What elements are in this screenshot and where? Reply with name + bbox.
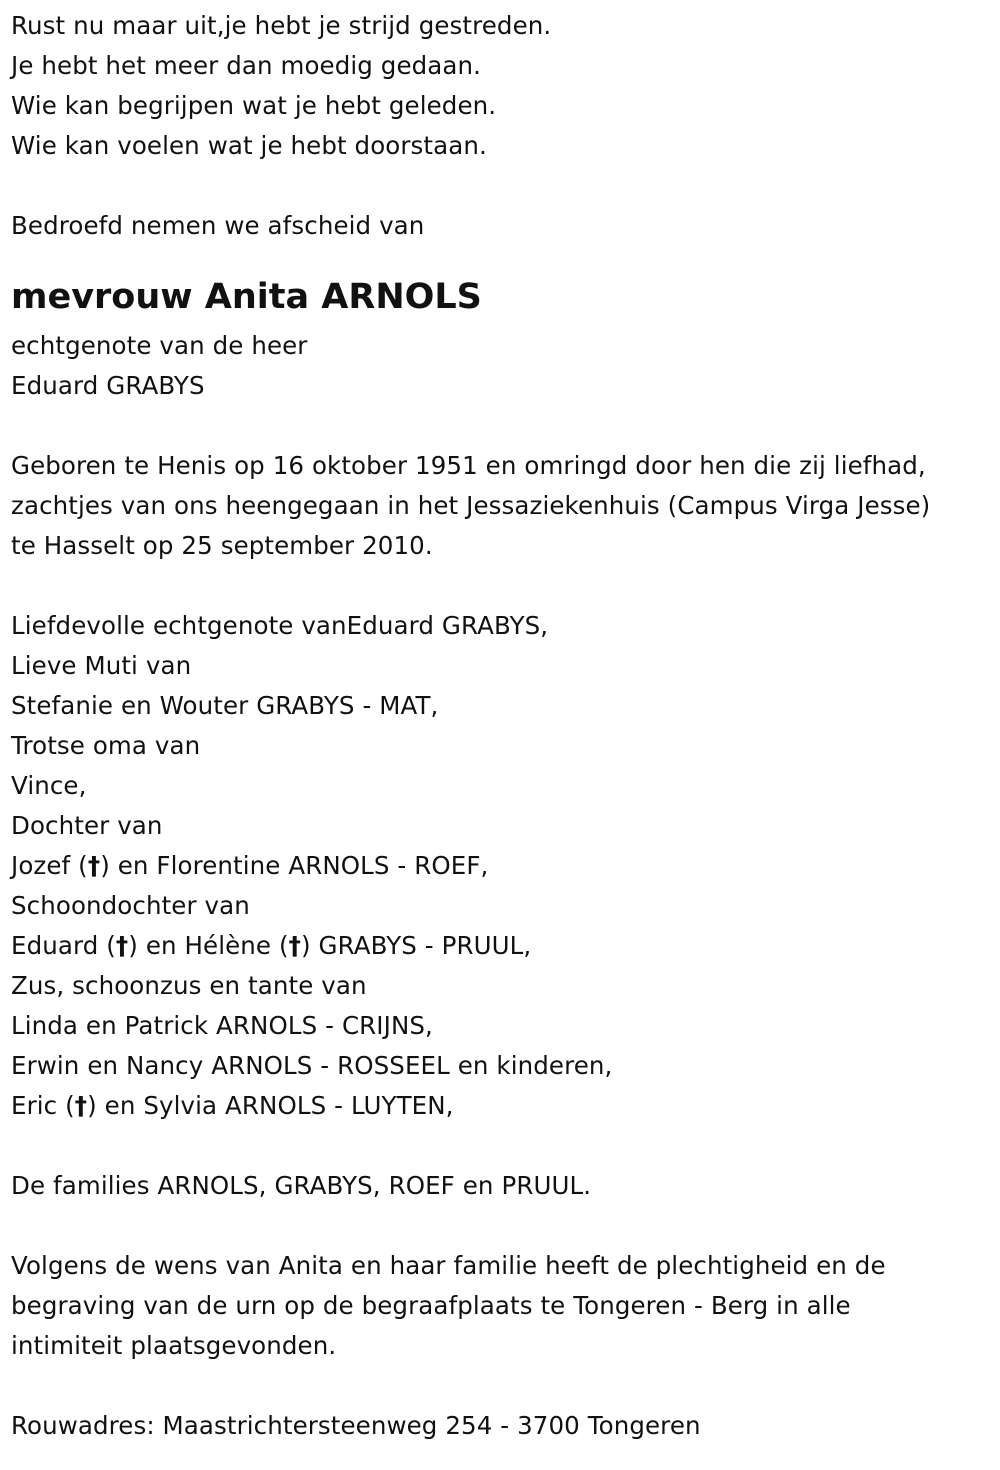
spacer [11, 1126, 996, 1166]
poem-line: Je hebt het meer dan moedig gedaan. [11, 51, 482, 80]
family-text: Jozef ( [11, 851, 88, 880]
family-line: Vince, [11, 771, 87, 800]
announcement [11, 446, 996, 566]
family-line: Stefanie en Wouter GRABYS - MAT, [11, 691, 439, 720]
mourning-address: Rouwadres: Maastrichtersteenweg 254 - 3700 Tongeren [11, 1411, 701, 1440]
spacer [11, 246, 996, 266]
intro-text: Bedroefd nemen we afscheid van [11, 211, 425, 240]
ceremony-line: Volgens de wens van Anita en haar familie heeft de plechtigheid en de [11, 1251, 886, 1280]
family-line: Trotse oma van [11, 731, 201, 760]
announcement-line: Geboren te Henis op 16 oktober 1951 en omringd door hen die zij liefhad, [11, 451, 926, 480]
family-line: Erwin en Nancy ARNOLS - ROSSEEL en kinderen, [11, 1051, 613, 1080]
spacer [11, 1206, 996, 1246]
family-line: Zus, schoonzus en tante van [11, 971, 367, 1000]
announcement-line: zachtjes van ons heengegaan in het Jessaziekenhuis (Campus Virga Jesse) [11, 491, 931, 520]
family-line [11, 1086, 996, 1126]
family-line [11, 846, 996, 886]
poem-line: Wie kan begrijpen wat je hebt geleden. [11, 91, 497, 120]
ceremony-line: begraving van de urn op de begraafplaats te Tongeren - Berg in alle [11, 1291, 851, 1320]
announcement-line: te Hasselt op 25 september 2010. [11, 531, 433, 560]
family-text: ) GRABYS - PRUUL, [301, 931, 532, 960]
ceremony [11, 1246, 996, 1366]
family-text: ) en Florentine ARNOLS - ROEF, [100, 851, 489, 880]
spacer [11, 1366, 996, 1406]
spacer [11, 406, 996, 446]
spouse-name: Eduard GRABYS [11, 371, 205, 400]
spacer [11, 566, 996, 606]
family-line [11, 926, 996, 966]
poem-line: Wie kan voelen wat je hebt doorstaan. [11, 131, 487, 160]
family-text: ) en Sylvia ARNOLS - LUYTEN, [87, 1091, 454, 1120]
family-line: Schoondochter van [11, 891, 250, 920]
poem-line: Rust nu maar uit,je hebt je strijd gestreden. [11, 11, 552, 40]
family-text: Eric ( [11, 1091, 75, 1120]
family-list [11, 606, 996, 1126]
poem [11, 6, 996, 166]
spacer [11, 166, 996, 206]
deceased-name: mevrouw Anita ARNOLS [11, 277, 482, 317]
cross-icon: † [74, 1091, 88, 1120]
family-line: Lieve Muti van [11, 651, 192, 680]
cross-icon: † [115, 931, 129, 960]
family-line: Liefdevolle echtgenote vanEduard GRABYS, [11, 611, 549, 640]
family-line: Dochter van [11, 811, 163, 840]
cross-icon: † [288, 931, 301, 960]
family-line: Linda en Patrick ARNOLS - CRIJNS, [11, 1011, 433, 1040]
ceremony-line: intimiteit plaatsgevonden. [11, 1331, 337, 1360]
spouse-label: echtgenote van de heer [11, 331, 308, 360]
obituary-document [11, 6, 996, 1446]
families-line: De families ARNOLS, GRABYS, ROEF en PRUUL. [11, 1171, 592, 1200]
cross-icon: † [87, 851, 101, 880]
family-text: ) en Hélène ( [128, 931, 289, 960]
family-text: Eduard ( [11, 931, 116, 960]
